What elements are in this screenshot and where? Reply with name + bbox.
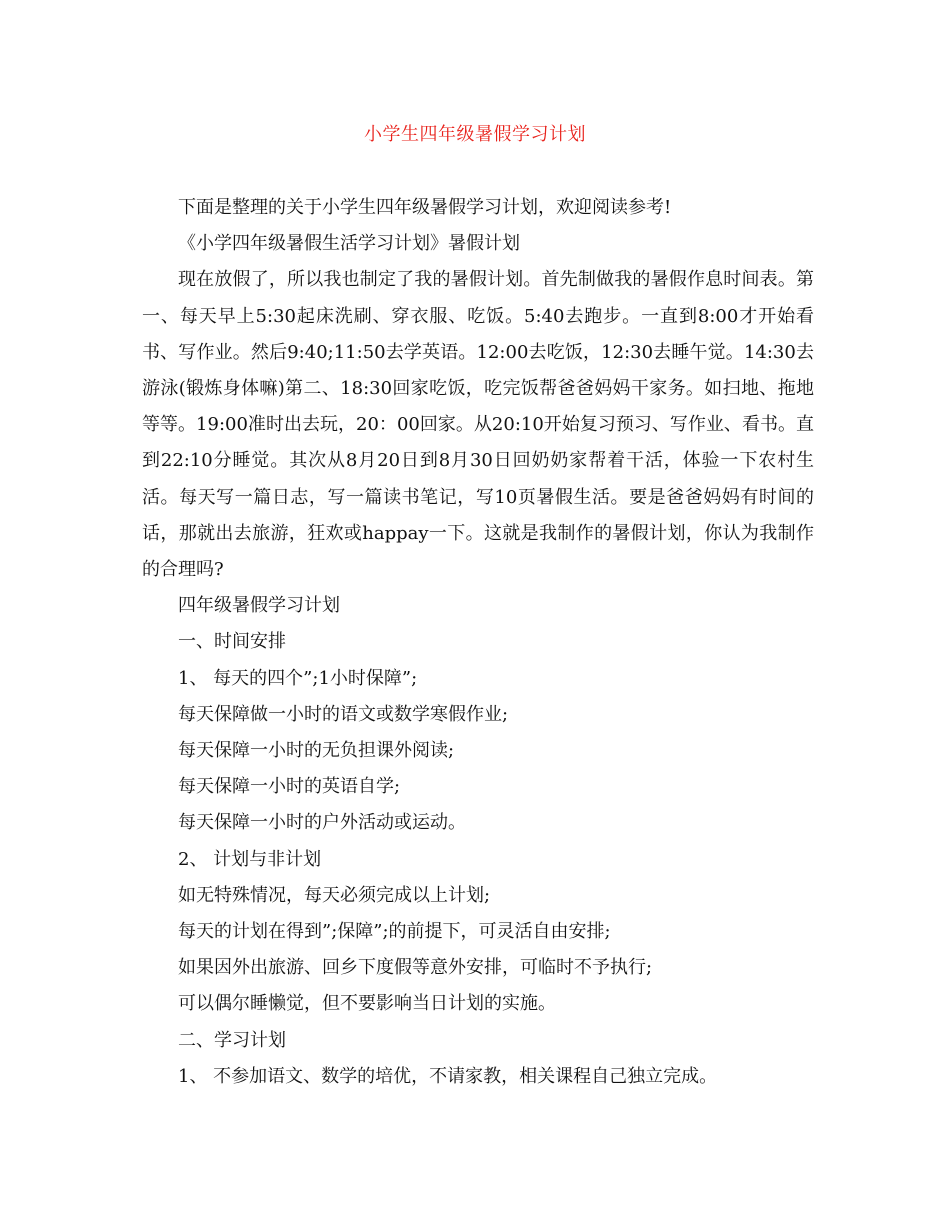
plan-paragraph: 现在放假了，所以我也制定了我的暑假计划。首先制做我的暑假作息时间表。第一、每天早上5:30起床洗刷、穿衣服、吃饭。5:40去跑步。一直到8:00才开始看书、写作业。然后9:40;11:50去学英语。12:00去吃饭，12:30去睡午觉。14:30去游泳(锻炼身体嘛)第二、18:30回家吃饭，吃完饭帮爸爸妈妈干家务。如扫地、拖地等等。19:00准时出去玩，20：00回家。从20:10开始复习预习、写作业、看书。直到22:10分睡觉。其次从8月20日到8月30日回奶奶家帮着干活，体验一下农村生活。每天写一篇日志，写一篇读书笔记，写10页暑假生活。要是爸爸妈妈有时间的话，那就出去旅游，狂欢或happay一下。这就是我制作的暑假计划，你认为我制作的合理吗? (142, 269, 814, 581)
list-item: 2、 计划与非计划 (178, 848, 322, 870)
section-title-time: 一、时间安排 (178, 631, 286, 653)
list-item: 每天保障一小时的英语自学; (178, 776, 401, 798)
list-item: 如果因外出旅游、回乡下度假等意外安排，可临时不予执行; (178, 957, 653, 979)
intro-paragraph: 下面是整理的关于小学生四年级暑假学习计划，欢迎阅读参考! (178, 197, 672, 218)
list-item: 每天保障做一小时的语文或数学寒假作业; (178, 703, 509, 725)
section-heading: 四年级暑假学习计划 (178, 595, 340, 617)
list-item: 每天的计划在得到”;保障”;的前提下，可灵活自由安排; (178, 921, 611, 943)
list-item: 1、 每天的四个”;1小时保障”; (178, 667, 418, 689)
section-title-study: 二、学习计划 (178, 1029, 286, 1051)
list-item: 1、 不参加语文、数学的培优，不请家教，相关课程自己独立完成。 (178, 1065, 718, 1087)
document-body (142, 190, 814, 1095)
list-item: 如无特殊情况，每天必须完成以上计划; (178, 884, 491, 906)
list-item: 可以偶尔睡懒觉，但不要影响当日计划的实施。 (178, 993, 556, 1015)
list-item: 每天保障一小时的无负担课外阅读; (178, 740, 455, 762)
plan-heading: 《小学四年级暑假生活学习计划》暑假计划 (178, 233, 520, 255)
document-title: 小学生四年级暑假学习计划 (364, 124, 586, 145)
list-item: 每天保障一小时的户外活动或运动。 (178, 812, 466, 834)
